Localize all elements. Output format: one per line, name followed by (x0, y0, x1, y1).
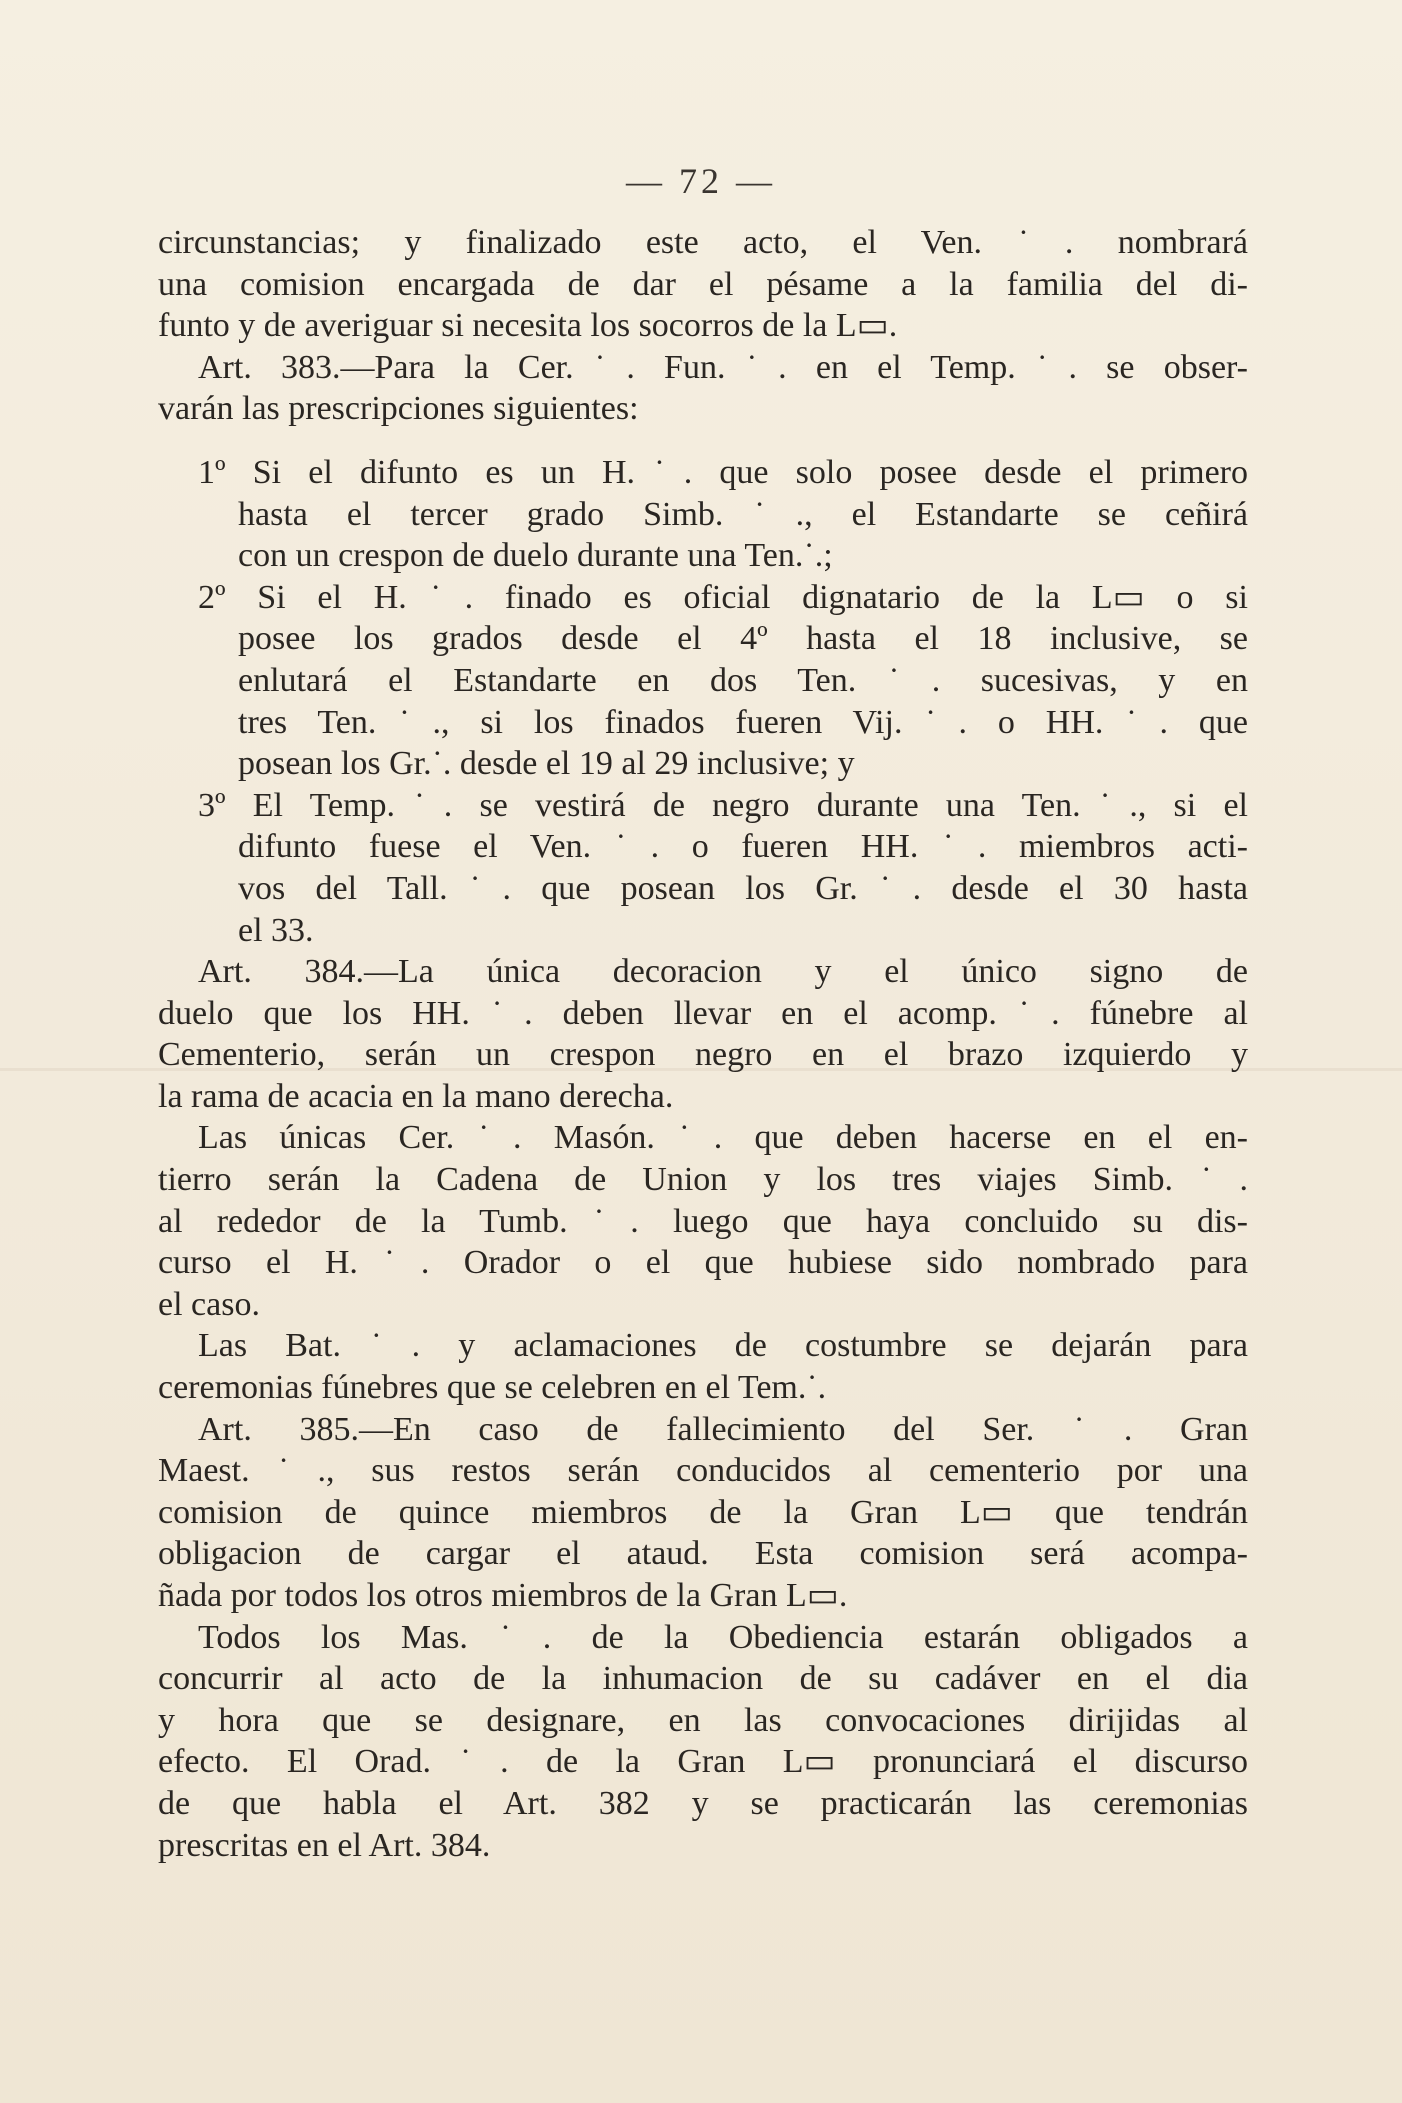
text-line: de que habla el Art. 382 y se practicarán las ceremonias (158, 1784, 1248, 1822)
text-line: Art. 383.—Para la Cer.˙. Fun.˙. en el Temp.˙. se obser- (198, 348, 1248, 386)
text-line: posee los grados desde el 4º hasta el 18 inclusive, se (238, 620, 1248, 658)
text-line: ñada por todos los otros miembros de la Gran L▭. (158, 1577, 848, 1614)
text-line: posean los Gr.˙. desde el 19 al 29 inclusive; y (238, 745, 855, 783)
text-line: al rededor de la Tumb.˙. luego que haya concluido su dis- (158, 1202, 1248, 1240)
text-line: curso el H.˙. Orador o el que hubiese sido nombrado para (158, 1244, 1248, 1282)
text-line: comision de quince miembros de la Gran L▭ que tendrán (158, 1493, 1248, 1531)
page-number: — 72 — (626, 161, 776, 201)
text-line: varán las prescripciones siguientes: (158, 390, 639, 428)
text-line: ceremonias fúnebres que se celebren en el Tem.˙. (158, 1369, 827, 1407)
text-line: vos del Tall.˙. que posean los Gr.˙. desde el 30 hasta (238, 869, 1248, 907)
paragraph-gap (158, 430, 1248, 452)
text-line: enlutará el Estandarte en dos Ten.˙. sucesivas, y en (238, 661, 1248, 699)
text-line: con un crespon de duelo durante una Ten.˙.; (238, 537, 833, 575)
body-text (158, 222, 1248, 1866)
text-line: el caso. (158, 1285, 260, 1323)
text-line: Las únicas Cer.˙. Masón.˙. que deben hacerse en el en- (198, 1119, 1248, 1157)
text-line: Art. 385.—En caso de fallecimiento del Ser.˙. Gran (198, 1410, 1248, 1448)
text-line: funto y de averiguar si necesita los socorros de la L▭. (158, 307, 898, 345)
text-line: efecto. El Orad.˙. de la Gran L▭ pronunciará el discurso (158, 1743, 1248, 1781)
text-line: 1º Si el difunto es un H.˙. que solo posee desde el primero (198, 453, 1248, 491)
text-line: concurrir al acto de la inhumacion de su cadáver en el dia (158, 1660, 1248, 1698)
text-line: una comision encargada de dar el pésame a la familia del di- (158, 265, 1248, 303)
text-line: Art. 384.—La única decoracion y el único signo de (198, 953, 1248, 991)
text-line: hasta el tercer grado Simb.˙., el Estandarte se ceñirá (238, 495, 1248, 533)
text-line: circunstancias; y finalizado este acto, el Ven.˙. nombrará (158, 224, 1248, 261)
text-line: 2º Si el H.˙. finado es oficial dignatario de la L▭ o si (198, 578, 1248, 616)
text-line: prescritas en el Art. 384. (158, 1826, 491, 1864)
text-line: y hora que se designare, en las convocaciones dirijidas al (158, 1701, 1248, 1739)
text-line: Todos los Mas.˙. de la Obediencia estarán obligados a (198, 1618, 1248, 1656)
text-line: obligacion de cargar el ataud. Esta comision será acompa- (158, 1535, 1248, 1573)
text-line: tres Ten.˙., si los finados fueren Vij.˙. o HH.˙. que (238, 703, 1248, 741)
text-line: duelo que los HH.˙. deben llevar en el acomp.˙. fúnebre al (158, 994, 1248, 1032)
text-line: Maest.˙., sus restos serán conducidos al cementerio por una (158, 1452, 1248, 1490)
text-line: la rama de acacia en la mano derecha. (158, 1077, 674, 1115)
text-line: Las Bat.˙. y aclamaciones de costumbre se dejarán para (198, 1327, 1248, 1365)
text-line: el 33. (238, 911, 314, 949)
text-line: tierro serán la Cadena de Union y los tres viajes Simb.˙. (158, 1161, 1248, 1199)
text-line: difunto fuese el Ven.˙. o fueren HH.˙. miembros acti- (238, 828, 1248, 866)
text-line: Cementerio, serán un crespon negro en el brazo izquierdo y (158, 1036, 1248, 1074)
text-line: 3º El Temp.˙. se vestirá de negro durante una Ten.˙., si el (198, 786, 1248, 824)
